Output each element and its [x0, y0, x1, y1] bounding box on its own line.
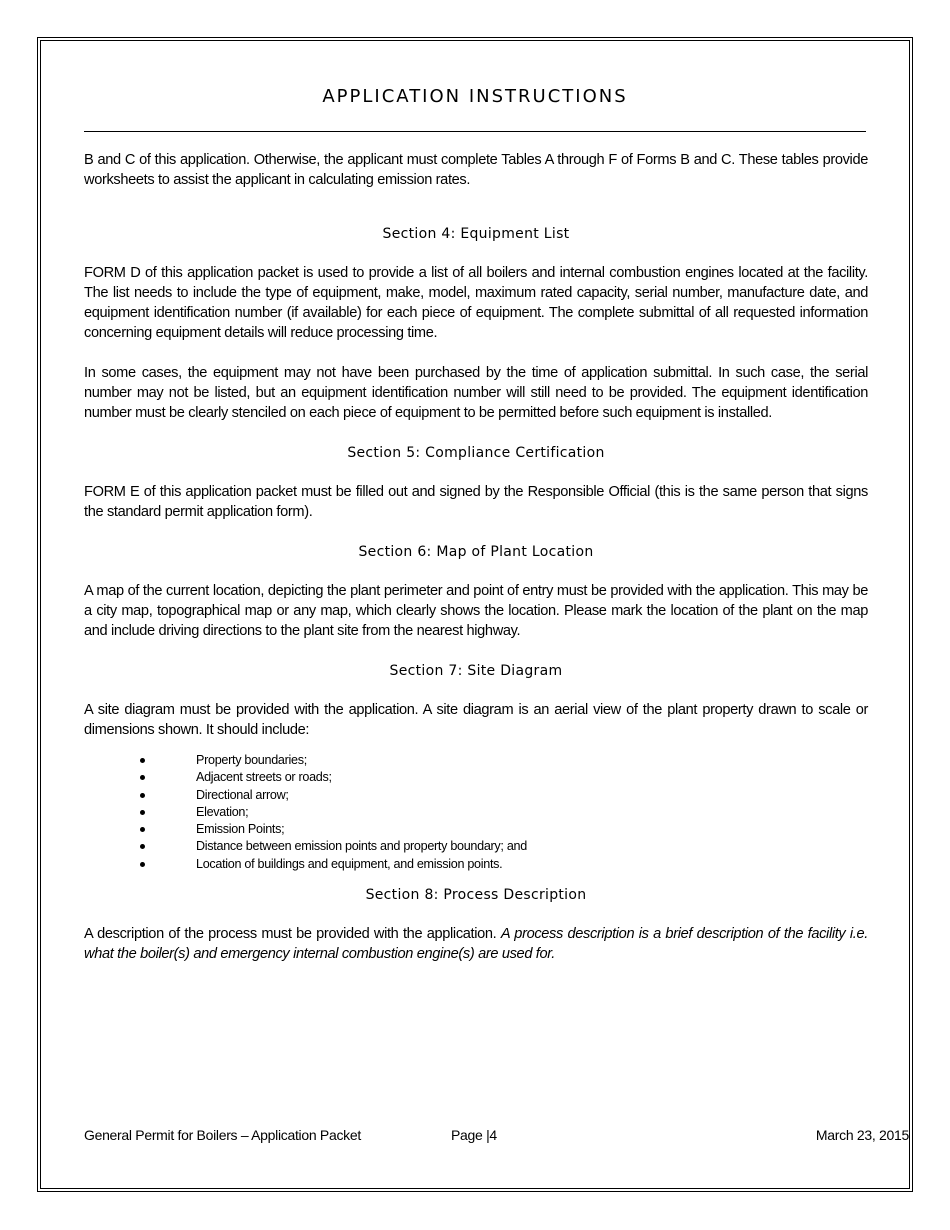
bullet-icon: [140, 844, 145, 849]
list-item: Directional arrow;: [84, 787, 868, 804]
section-6-paragraph: A map of the current location, depicting the plant perimeter and point of entry must be provided with the application. This may be a city map, topographical map or any map, which clearly shows the location. Please mark the location of the plant on the map and include driving directions to the plant site from the nearest highway.: [84, 583, 868, 639]
section-7-paragraph: A site diagram must be provided with the application. A site diagram is an aerial view of the plant property drawn to scale or dimensions shown. It should include:: [84, 702, 868, 738]
section-5-paragraph: FORM E of this application packet must be filled out and signed by the Responsible Official (this is the same person that signs the standard permit application form).: [84, 484, 868, 520]
section-4-paragraph-1: FORM D of this application packet is used to provide a list of all boilers and internal combustion engines located at the facility. The list needs to include the type of equipment, make, model, maximum rated capacity, serial number, manufacture date, and equipment identification number (if available) for each piece of equipment. The complete submittal of all requested information concerning equipment details will reduce processing time.: [84, 265, 868, 341]
bullet-icon: [140, 775, 145, 780]
section-5-heading: Section 5: Compliance Certification: [347, 445, 605, 461]
list-item: Location of buildings and equipment, and emission points.: [84, 856, 868, 873]
bullet-icon: [140, 827, 145, 832]
title-divider: [84, 131, 866, 132]
list-item: Property boundaries;: [84, 752, 868, 769]
intro-paragraph: B and C of this application. Otherwise, the applicant must complete Tables A through F of Forms B and C. These tables provide worksheets to assist the applicant in calculating emission rates.: [84, 152, 868, 188]
section-8-paragraph: A description of the process must be provided with the application. A process description is a brief description of the facility i.e. what the boiler(s) and emergency internal combustion engine(s) are used for.: [84, 926, 868, 963]
footer-document-title: General Permit for Boilers – Application Packet: [84, 1127, 361, 1143]
list-item: Distance between emission points and property boundary; and: [84, 838, 868, 855]
section-4-heading: Section 4: Equipment List: [382, 226, 570, 242]
list-item: Emission Points;: [84, 821, 868, 838]
page-title: APPLICATION INSTRUCTIONS: [322, 86, 628, 107]
section-8-heading: Section 8: Process Description: [365, 887, 587, 904]
section-8-italic-note: A process description is a brief description of the facility i.e. what the boiler(s) and emergency internal combustion engine(s) are used for.: [84, 926, 868, 963]
list-item: Elevation;: [84, 804, 868, 821]
site-diagram-checklist: [84, 752, 868, 873]
section-4-paragraph-2: In some cases, the equipment may not have been purchased by the time of application submittal. In such case, the serial number may not be listed, but an equipment identification number will still need to be provided. The equipment identification number must be clearly stenciled on each piece of equipment to be permitted before such equipment is installed.: [84, 365, 868, 421]
section-7-heading: Section 7: Site Diagram: [389, 663, 563, 679]
bullet-icon: [140, 793, 145, 798]
document-body: [84, 150, 868, 964]
footer-page-number: Page |4: [451, 1127, 497, 1143]
bullet-icon: [140, 862, 145, 867]
bullet-icon: [140, 758, 145, 763]
section-6-heading: Section 6: Map of Plant Location: [358, 544, 594, 560]
bullet-icon: [140, 810, 145, 815]
list-item: Adjacent streets or roads;: [84, 769, 868, 786]
footer-date: March 23, 2015: [815, 1127, 909, 1143]
